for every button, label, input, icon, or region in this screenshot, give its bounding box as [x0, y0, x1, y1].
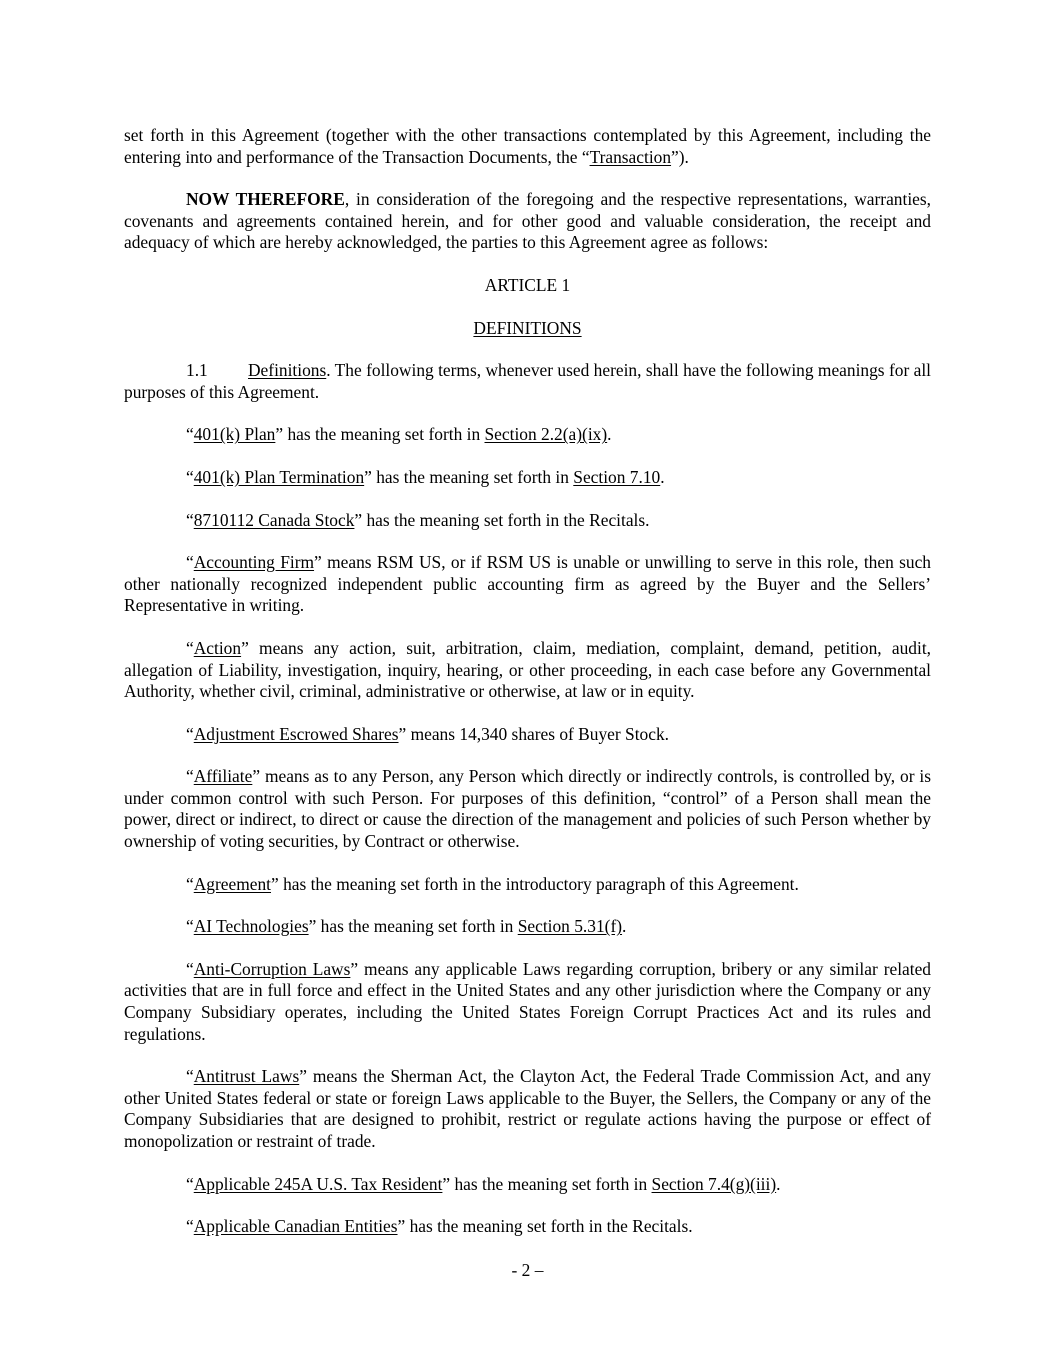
definition-text: ” has the meaning set forth in — [308, 916, 518, 937]
open-quote: “ — [186, 766, 194, 787]
open-quote: “ — [186, 509, 194, 530]
defined-term: 401(k) Plan — [193, 424, 276, 445]
definition-item — [124, 510, 931, 532]
section-number: 1.1 — [186, 360, 208, 381]
definition-item — [124, 638, 931, 703]
intro-text-end: ”). — [671, 146, 689, 167]
definition-end: . — [622, 916, 627, 937]
section-1-1-paragraph — [124, 360, 931, 403]
definition-item — [124, 1066, 931, 1152]
section-reference: Section 7.4(g)(iii) — [651, 1173, 777, 1194]
defined-term: AI Technologies — [193, 916, 309, 937]
definition-end: . — [660, 466, 665, 487]
defined-term: Anti-Corruption Laws — [193, 958, 351, 979]
open-quote: “ — [186, 723, 194, 744]
open-quote: “ — [186, 1173, 194, 1194]
definition-end: . — [607, 424, 612, 445]
definition-text: ” means as to any Person, any Person which directly or indirectly controls, is controlled by, or is under common control with such Person. For purposes of this definition, “control” of a Person shall mean the power, direct or indirect, to direct or cause the direction of the management and policies of such Person whether by ownership of voting securities, by Contract or otherwise. — [124, 766, 931, 852]
definition-item — [124, 766, 931, 852]
definition-text: ” has the meaning set forth in — [364, 466, 574, 487]
section-reference: Section 2.2(a)(ix) — [484, 424, 608, 445]
defined-term: Accounting Firm — [193, 552, 315, 573]
defined-term: 8710112 Canada Stock — [193, 509, 355, 530]
open-quote: “ — [186, 1066, 194, 1087]
defined-term-transaction: Transaction — [589, 146, 672, 167]
article-title — [124, 318, 931, 340]
defined-term: Adjustment Escrowed Shares — [193, 723, 399, 744]
definition-item — [124, 467, 931, 489]
definition-text: ” means 14,340 shares of Buyer Stock. — [398, 723, 669, 744]
defined-term: Affiliate — [193, 766, 253, 787]
definition-item — [124, 874, 931, 896]
definition-text: ” means any action, suit, arbitration, claim, mediation, complaint, demand, petition, audit, allegation of Liability, investigation, inquiry, hearing, or other proceeding, in each case before any Governmental Authority, whether civil, criminal, administrative or otherwise, at law or in equity. — [124, 637, 931, 702]
definition-end: . — [776, 1173, 781, 1194]
definition-text: ” has the meaning set forth in — [275, 424, 485, 445]
open-quote: “ — [186, 873, 194, 894]
definition-text: ” has the meaning set forth in the Recitals. — [354, 509, 650, 530]
definition-text: ” means the Sherman Act, the Clayton Act, the Federal Trade Commission Act, and any other United States federal or state or foreign Laws applicable to the Buyer, the Sellers, the Company or any of the Company Subsidiaries that are designed to prohibit, restrict or regulate actions having the purpose or effect of monopolization or restraint of trade. — [124, 1066, 931, 1151]
open-quote: “ — [186, 424, 194, 445]
definition-item — [124, 1216, 931, 1238]
definition-text: ” has the meaning set forth in — [442, 1173, 652, 1194]
definition-item — [124, 724, 931, 746]
open-quote: “ — [186, 466, 194, 487]
definition-item — [124, 1174, 931, 1196]
intro-text: set forth in this Agreement (together with the other transactions contemplated by this Agreement, including the entering into and performance of the Transaction Documents, the “ — [124, 125, 931, 167]
definition-text: ” means RSM US, or if RSM US is unable or unwilling to serve in this role, then such other nationally recognized independent public accounting firm as agreed by the Buyer and the Sellers’ Representative in writing. — [124, 552, 931, 616]
document-page — [124, 125, 931, 1259]
open-quote: “ — [186, 637, 194, 658]
definition-item — [124, 552, 931, 617]
defined-term: 401(k) Plan Termination — [193, 466, 365, 487]
open-quote: “ — [186, 552, 194, 573]
defined-term: Antitrust Laws — [193, 1066, 300, 1087]
article-number: ARTICLE 1 — [484, 274, 571, 295]
now-therefore-paragraph — [124, 189, 931, 254]
definition-item — [124, 959, 931, 1045]
definitions-list — [124, 424, 931, 1237]
now-therefore-text: , in consideration of the foregoing and the respective representations, warranties, covenants and agreements contained herein, and for other good and valuable consideration, the receipt and adequacy of which are hereby acknowledged, the parties to this Agreement agree as follows: — [124, 189, 931, 253]
open-quote: “ — [186, 916, 194, 937]
defined-term: Applicable Canadian Entities — [193, 1216, 398, 1237]
open-quote: “ — [186, 958, 194, 979]
article-title-text: DEFINITIONS — [473, 317, 582, 338]
now-therefore-lead: NOW THEREFORE — [186, 189, 345, 210]
definition-text: ” has the meaning set forth in the Recitals. — [397, 1216, 693, 1237]
page-number: - 2 – — [511, 1260, 544, 1280]
definition-item — [124, 916, 931, 938]
open-quote: “ — [186, 1216, 194, 1237]
intro-paragraph — [124, 125, 931, 168]
section-reference: Section 7.10 — [573, 466, 661, 487]
definition-text: ” means any applicable Laws regarding corruption, bribery or any similar related activities that are in full force and effect in the United States and any other jurisdiction where the Company or any Company Subsidiary operates, including the United States Foreign Corrupt Practices Act and its rules and regulations. — [124, 958, 931, 1044]
defined-term: Action — [193, 637, 242, 658]
definition-item — [124, 424, 931, 446]
defined-term: Applicable 245A U.S. Tax Resident — [193, 1173, 443, 1194]
definition-text: ” has the meaning set forth in the introductory paragraph of this Agreement. — [271, 873, 799, 894]
section-title: Definitions — [248, 360, 327, 381]
defined-term: Agreement — [193, 873, 271, 894]
section-reference: Section 5.31(f) — [517, 916, 623, 937]
section-text: . The following terms, whenever used herein, shall have the following meanings for all purposes of this Agreement. — [124, 360, 931, 402]
